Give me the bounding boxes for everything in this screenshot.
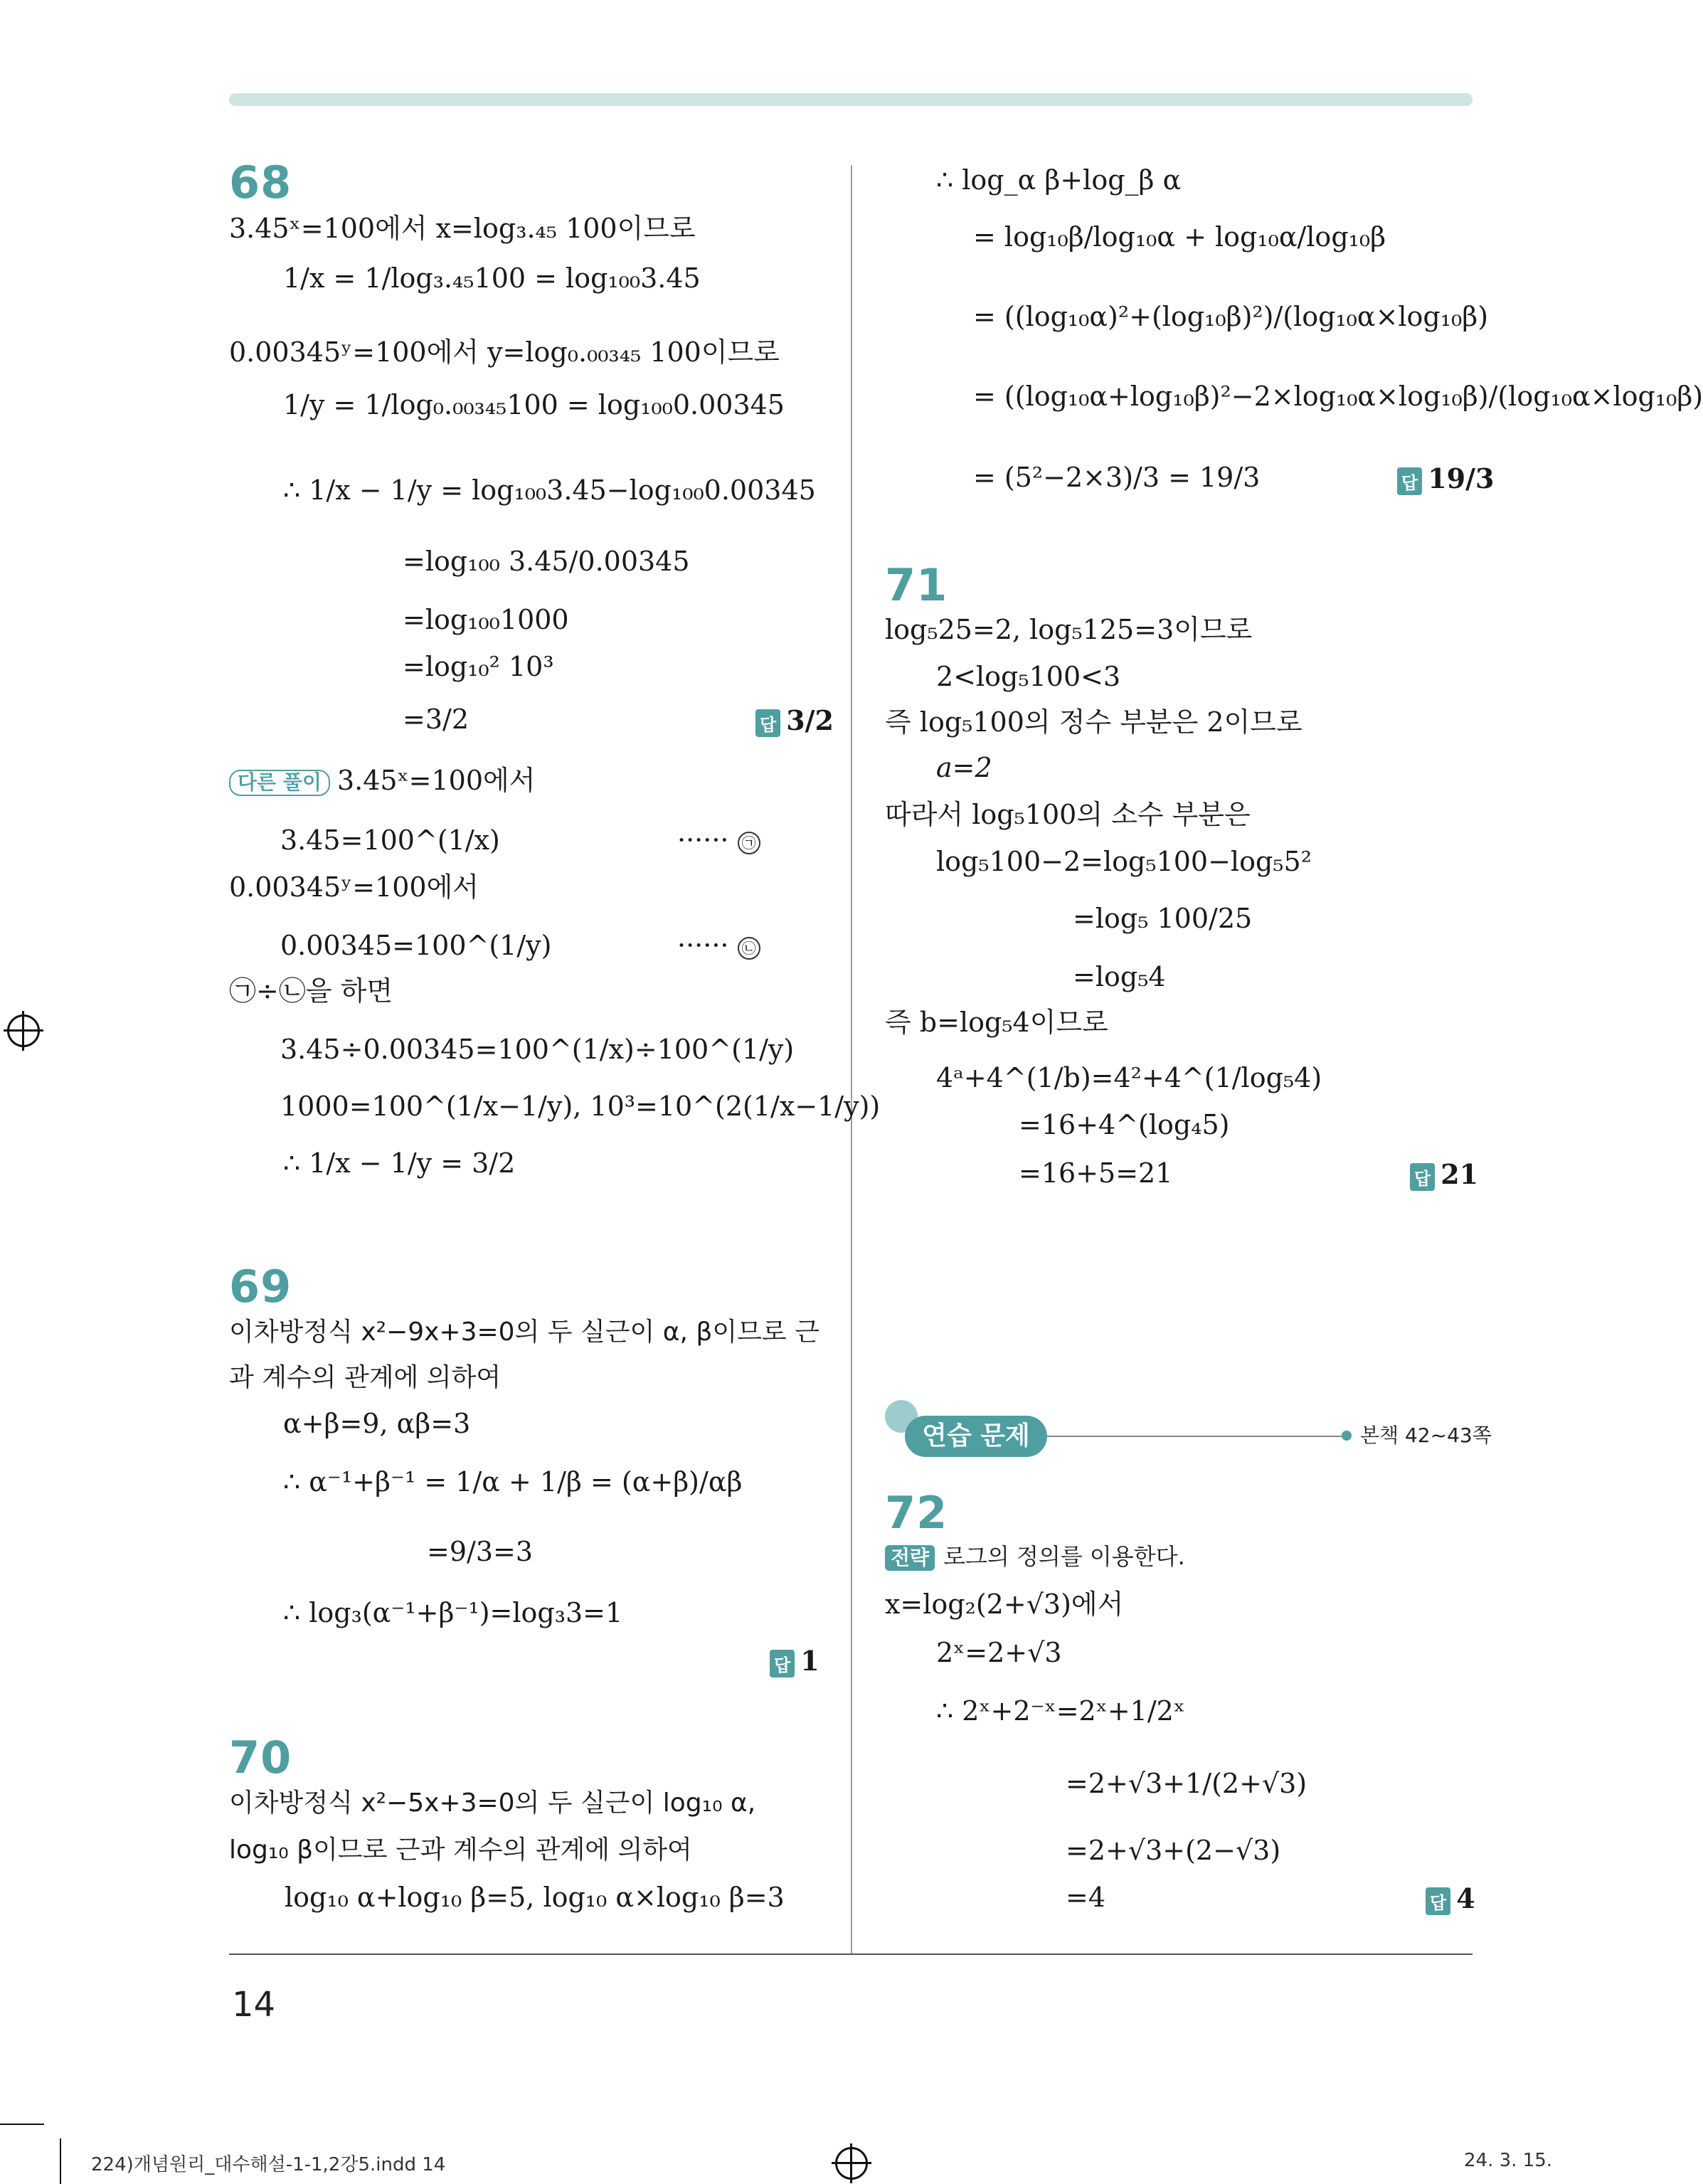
p71-line-1: log₅25=2, log₅125=3이므로 [885, 614, 1253, 645]
answer-badge: 답 [1426, 1887, 1450, 1915]
p68-line-1: 3.45ˣ=100에서 x=log₃.₄₅ 100이므로 [229, 213, 696, 244]
p70-line-3: log₁₀ α+log₁₀ β=5, log₁₀ α×log₁₀ β=3 [285, 1882, 785, 1913]
p70-line-1: 이차방정식 x²−5x+3=0의 두 실근이 log₁₀ α, [229, 1788, 756, 1818]
circle-marker-2: ㉡ [738, 937, 760, 960]
practice-reference: 본책 42~43쪽 [1360, 1424, 1492, 1447]
problem-68-number: 68 [229, 157, 292, 208]
page-number: 14 [232, 1985, 276, 2025]
header-band [229, 93, 1473, 106]
p68-line-8: =log₁₀² 10³ [403, 651, 554, 682]
p71-line-8: =log₅4 [1073, 961, 1166, 992]
p68-alt-line-5: ㉠÷㉡을 하면 [229, 975, 393, 1007]
answer-badge: 답 [770, 1650, 795, 1677]
p70-right-line-2: = log₁₀β/log₁₀α + log₁₀α/log₁₀β [973, 221, 1386, 253]
p68-line-4: 1/y = 1/log₀.₀₀₃₄₅100 = log₁₀₀0.00345 [283, 389, 785, 420]
p69-line-4: ∴ α⁻¹+β⁻¹ = 1/α + 1/β = (α+β)/αβ [283, 1466, 743, 1497]
p71-line-7: =log₅ 100/25 [1073, 903, 1253, 934]
p68-alt-tag-1: ······ ㉠ [677, 825, 760, 857]
p71-answer-value: 21 [1441, 1158, 1479, 1190]
p68-alt-text-1: 3.45ˣ=100에서 [336, 765, 536, 796]
p68-answer-value: 3/2 [786, 704, 834, 736]
p72-line-4: =2+√3+1/(2+√3) [1066, 1768, 1307, 1799]
strategy-text: 로그의 정의를 이용한다. [943, 1543, 1185, 1570]
p72-line-6: =4 [1066, 1882, 1106, 1913]
p69-line-6: ∴ log₃(α⁻¹+β⁻¹)=log₃3=1 [283, 1597, 623, 1628]
practice-tab-line [1047, 1436, 1346, 1437]
p68-alt-tag-2: ······ ㉡ [677, 931, 760, 962]
p68-answer [755, 704, 834, 737]
problem-71-number: 71 [885, 559, 948, 611]
p69-line-1: 이차방정식 x²−9x+3=0의 두 실근이 α, β이므로 근 [229, 1318, 819, 1347]
p68-line-2: 1/x = 1/log₃.₄₅100 = log₁₀₀3.45 [283, 263, 701, 294]
p68-alt-line-8: ∴ 1/x − 1/y = 3/2 [283, 1147, 516, 1179]
p69-line-5: =9/3=3 [427, 1536, 534, 1567]
problem-70-number: 70 [229, 1732, 292, 1783]
p70-answer-value: 19/3 [1428, 462, 1495, 494]
answer-badge: 답 [755, 709, 780, 737]
problem-69-number: 69 [229, 1261, 292, 1313]
p72-answer [1426, 1882, 1475, 1915]
answer-badge: 답 [1410, 1163, 1435, 1191]
p71-line-3: 즉 log₅100의 정수 부분은 2이므로 [885, 706, 1303, 738]
registration-mark-left [7, 1014, 40, 1047]
p71-line-6: log₅100−2=log₅100−log₅5² [936, 846, 1312, 877]
p68-line-6: =log₁₀₀ 3.45/0.00345 [403, 546, 690, 577]
p69-answer [770, 1645, 819, 1677]
footer-date: 24. 3. 15. [1464, 2150, 1553, 2171]
p70-right-line-1: ∴ log_α β+log_β α [936, 164, 1182, 196]
p71-line-9: 즉 b=log₅4이므로 [885, 1007, 1108, 1038]
p70-right-line-4: = ((log₁₀α+log₁₀β)²−2×log₁₀α×log₁₀β)/(log₁₀α×log₁₀β) [973, 381, 1703, 412]
p72-line-1: x=log₂(2+√3)에서 [885, 1589, 1124, 1620]
column-divider [851, 165, 852, 1954]
footer-filename: 224)개념원리_대수해설-1-1,2강5.indd 14 [91, 2154, 446, 2175]
p68-alt-line-4: 0.00345=100^(1/y) [280, 930, 552, 961]
p68-alt-line-7: 1000=100^(1/x−1/y), 10³=10^(2(1/x−1/y)) [280, 1091, 881, 1122]
p69-line-2: 과 계수의 관계에 의하여 [229, 1363, 502, 1392]
p69-line-3: α+β=9, αβ=3 [283, 1408, 471, 1439]
p71-line-10: 4ᵃ+4^(1/b)=4²+4^(1/log₅4) [936, 1062, 1322, 1093]
p72-line-5: =2+√3+(2−√3) [1066, 1835, 1281, 1866]
p68-alt-line-2: 3.45=100^(1/x) [280, 825, 500, 856]
p70-answer [1397, 462, 1494, 495]
p71-line-5: 따라서 log₅100의 소수 부분은 [885, 799, 1251, 830]
registration-mark-bottom [835, 2147, 868, 2180]
circle-marker-1: ㉠ [738, 832, 760, 854]
p69-answer-value: 1 [800, 1645, 819, 1677]
p68-line-5: ∴ 1/x − 1/y = log₁₀₀3.45−log₁₀₀0.00345 [283, 475, 816, 506]
strategy-label: 전략 [885, 1545, 935, 1571]
practice-ref-dot [1342, 1431, 1352, 1441]
p72-answer-value: 4 [1456, 1882, 1475, 1914]
p68-line-3: 0.00345ʸ=100에서 y=log₀.₀₀₃₄₅ 100이므로 [229, 336, 780, 368]
crop-mark-horizontal [0, 2124, 44, 2125]
p71-line-11: =16+4^(log₄5) [1019, 1109, 1230, 1140]
answer-badge: 답 [1397, 467, 1422, 495]
p71-answer [1410, 1158, 1478, 1191]
p72-line-3: ∴ 2ˣ+2⁻ˣ=2ˣ+1/2ˣ [936, 1695, 1185, 1727]
alt-solution-label: 다른 풀이 [229, 770, 330, 795]
bottom-rule [229, 1954, 1473, 1955]
p68-alt-line-3: 0.00345ʸ=100에서 [229, 871, 479, 903]
p70-right-line-5: = (5²−2×3)/3 = 19/3 [973, 462, 1261, 493]
practice-tab: 연습 문제 [905, 1416, 1047, 1457]
problem-72-number: 72 [885, 1487, 948, 1539]
p71-line-2: 2<log₅100<3 [936, 661, 1121, 692]
p68-line-9: =3/2 [403, 704, 469, 735]
p70-line-2: log₁₀ β이므로 근과 계수의 관계에 의하여 [229, 1835, 692, 1865]
p71-line-12: =16+5=21 [1019, 1157, 1173, 1189]
p70-right-line-3: = ((log₁₀α)²+(log₁₀β)²)/(log₁₀α×log₁₀β) [973, 301, 1489, 332]
p72-line-2: 2ˣ=2+√3 [936, 1637, 1062, 1668]
p68-line-7: =log₁₀₀1000 [403, 604, 569, 635]
p68-alt-line-1 [229, 765, 535, 797]
crop-mark-vertical [60, 2138, 61, 2184]
p72-strategy [885, 1544, 1185, 1571]
p71-line-4: a=2 [936, 752, 992, 783]
p68-alt-line-6: 3.45÷0.00345=100^(1/x)÷100^(1/y) [280, 1034, 795, 1065]
